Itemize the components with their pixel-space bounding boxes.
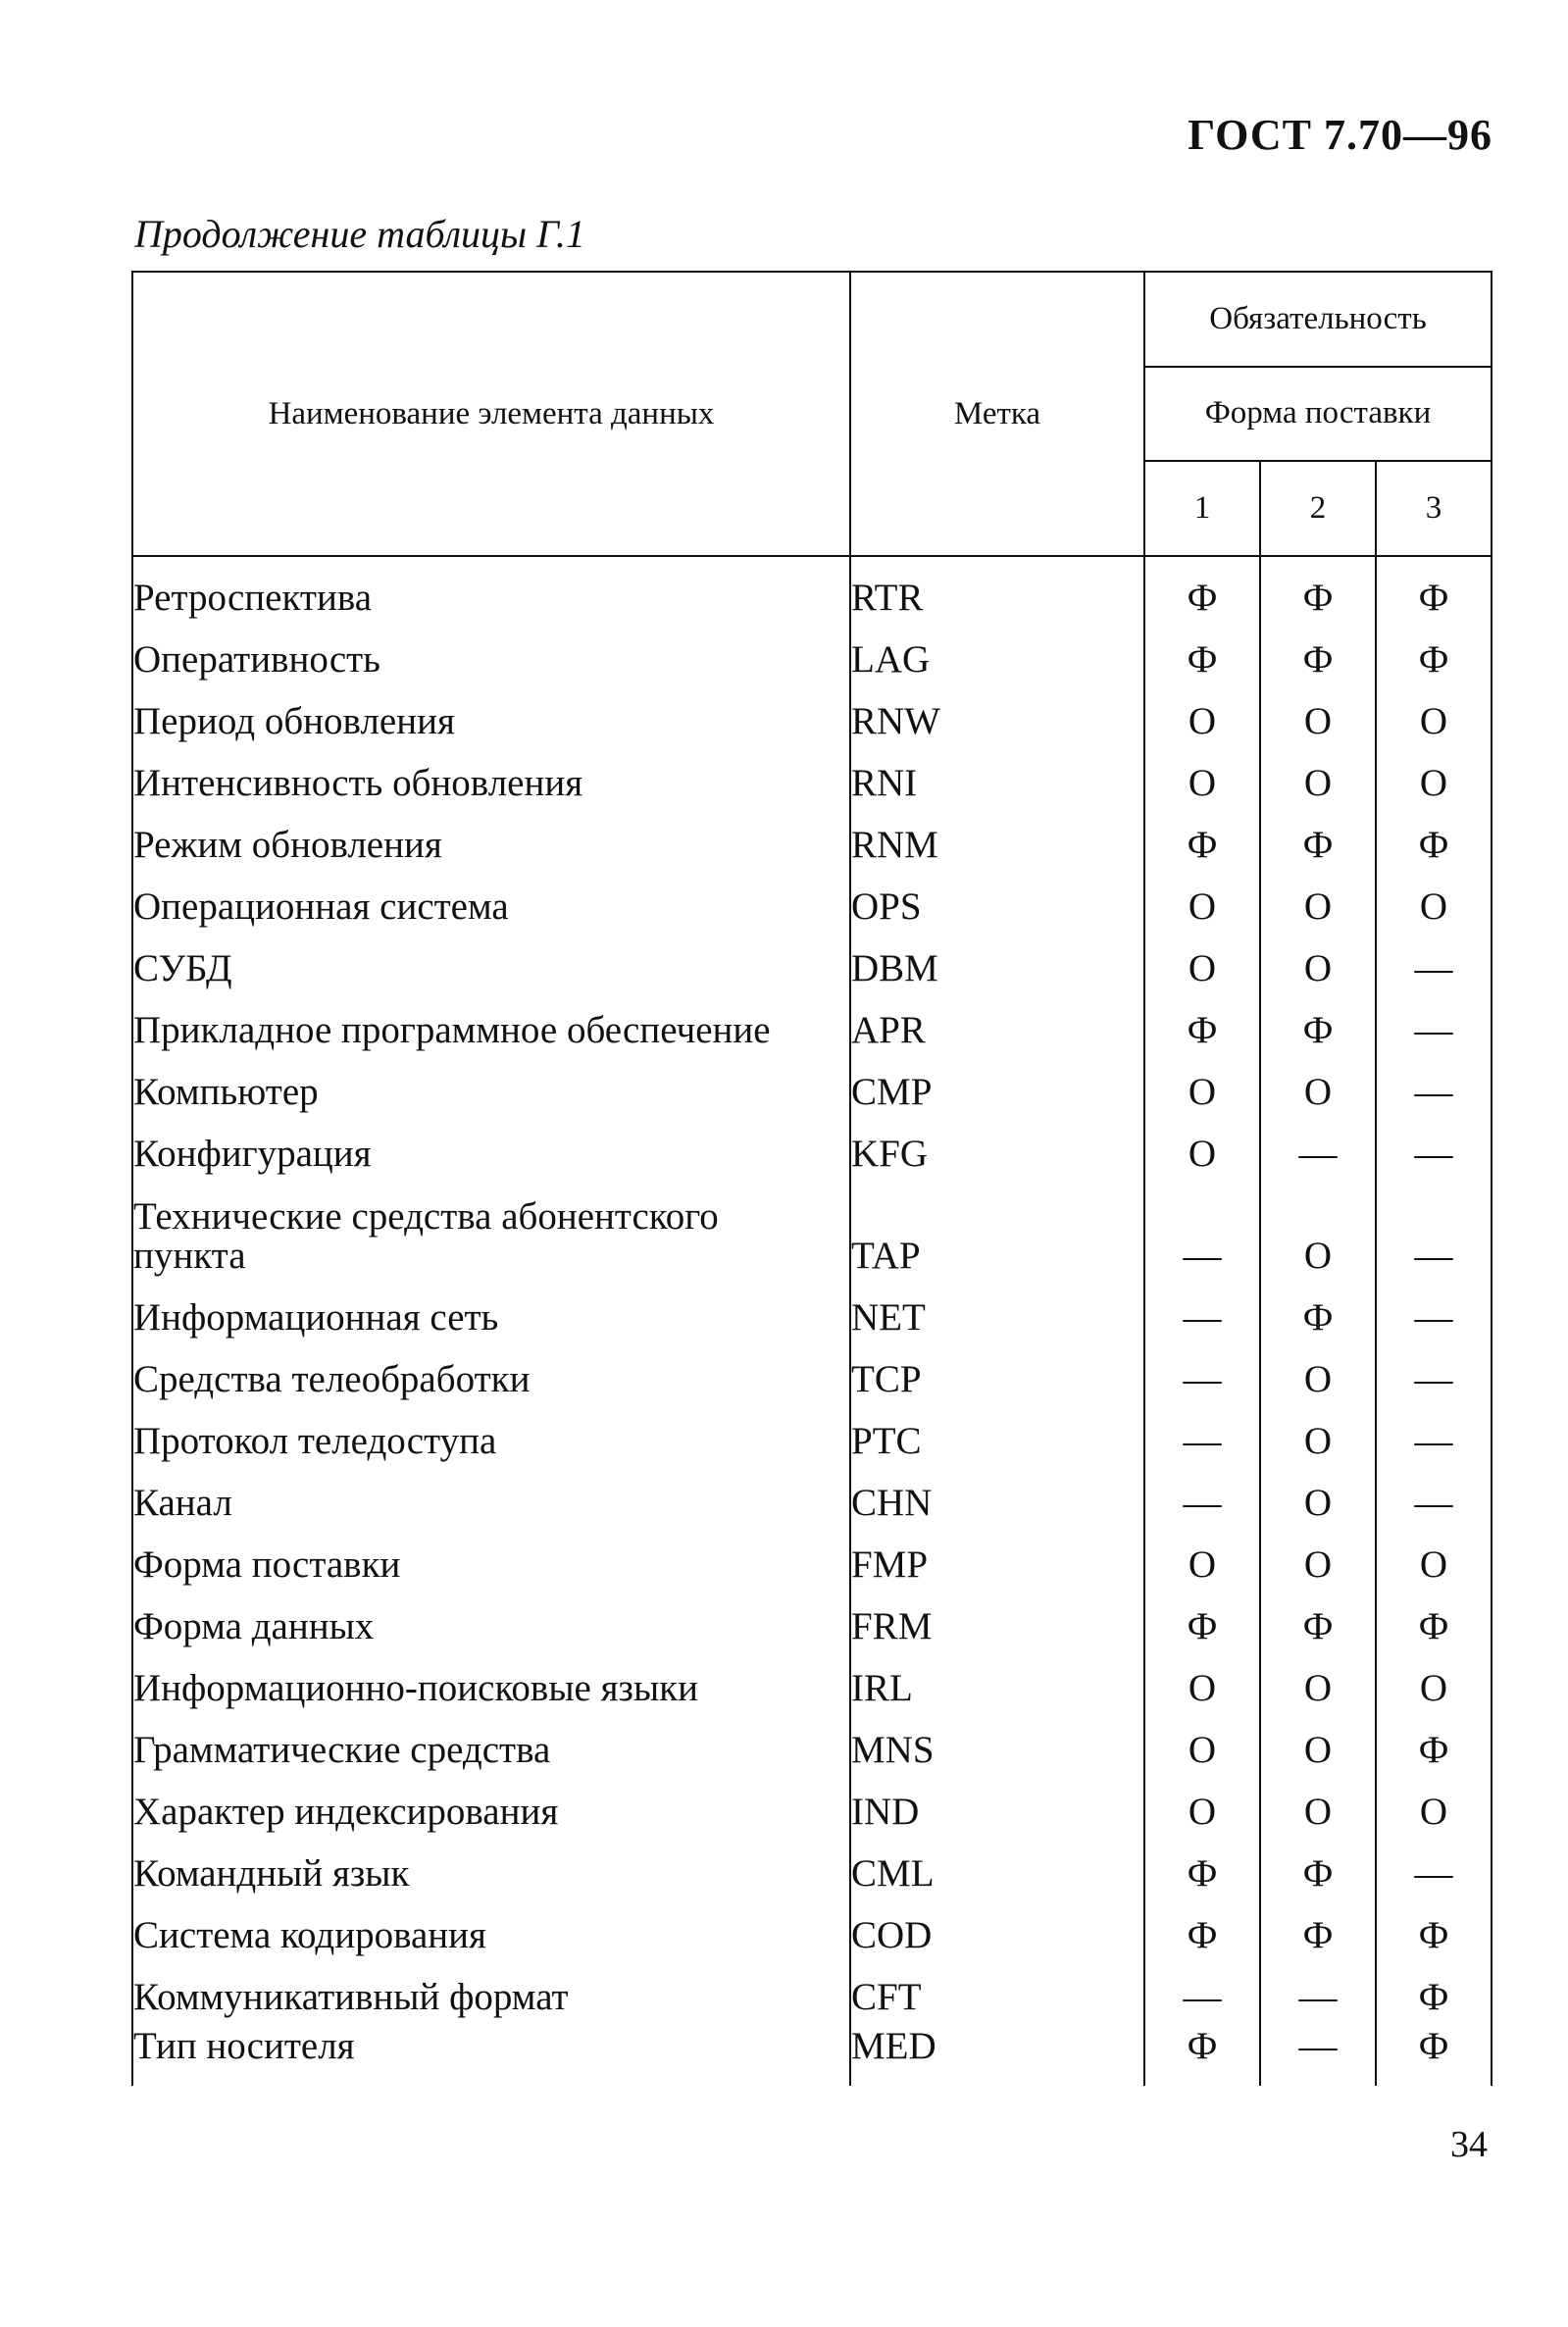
cell-label: CFT — [850, 1955, 1144, 2017]
cell-label: FMP — [850, 1523, 1144, 1585]
cell-element-name: Протокол теледоступа — [132, 1399, 850, 1461]
cell-form-2-value: О — [1260, 1399, 1376, 1461]
cell-element-name: Канал — [132, 1461, 850, 1523]
cell-label: IRL — [850, 1646, 1144, 1708]
cell-label: COD — [850, 1894, 1144, 1955]
table-row — [132, 1174, 1492, 1276]
cell-label: RNI — [850, 741, 1144, 803]
cell-element-name-line-2: пункта — [133, 1235, 246, 1277]
cell-form-2-value: Ф — [1260, 988, 1376, 1050]
cell-form-2-value: Ф — [1260, 556, 1376, 618]
cell-element-name: Характер индексирования — [132, 1770, 850, 1832]
cell-form-3-value: — — [1376, 1461, 1492, 1523]
cell-form-3-value: — — [1376, 1050, 1492, 1112]
cell-form-3-value: Ф — [1376, 1708, 1492, 1770]
table-row — [132, 556, 1492, 618]
cell-form-1-value: О — [1144, 1112, 1260, 1174]
cell-element-name: Тип носителя — [132, 2017, 850, 2086]
cell-element-name: Период обновления — [132, 680, 850, 741]
table-row — [132, 680, 1492, 741]
cell-form-2-value: О — [1260, 1174, 1376, 1276]
cell-label: TCP — [850, 1338, 1144, 1399]
cell-element-name: Форма данных — [132, 1585, 850, 1646]
column-header-name: Наименование элемента данных — [132, 272, 850, 556]
cell-form-2-value: О — [1260, 1050, 1376, 1112]
column-header-label: Метка — [850, 272, 1144, 556]
cell-label: MED — [850, 2017, 1144, 2086]
cell-label: IND — [850, 1770, 1144, 1832]
cell-element-name: Грамматические средства — [132, 1708, 850, 1770]
column-header-delivery-form: Форма поставки — [1144, 367, 1492, 462]
cell-form-3-value: О — [1376, 680, 1492, 741]
table-row — [132, 1955, 1492, 2017]
cell-form-2-value: Ф — [1260, 1276, 1376, 1338]
cell-element-name: Конфигурация — [132, 1112, 850, 1174]
table-row — [132, 1338, 1492, 1399]
column-header-mandatory: Обязательность — [1144, 272, 1492, 367]
table-row — [132, 1276, 1492, 1338]
cell-form-2-value: Ф — [1260, 803, 1376, 865]
table-row — [132, 1646, 1492, 1708]
cell-form-3-value: — — [1376, 1338, 1492, 1399]
cell-form-1-value: Ф — [1144, 618, 1260, 680]
cell-form-1-value: — — [1144, 1461, 1260, 1523]
cell-form-2-value: О — [1260, 865, 1376, 927]
cell-form-2-value: О — [1260, 1523, 1376, 1585]
cell-form-1-value: — — [1144, 1174, 1260, 1276]
cell-label: RNW — [850, 680, 1144, 741]
table-row — [132, 741, 1492, 803]
table-row — [132, 618, 1492, 680]
column-header-form-2: 2 — [1260, 461, 1376, 556]
cell-label: OPS — [850, 865, 1144, 927]
cell-label: RNM — [850, 803, 1144, 865]
cell-form-2-value: О — [1260, 1646, 1376, 1708]
cell-element-name: Режим обновления — [132, 803, 850, 865]
cell-label: NET — [850, 1276, 1144, 1338]
cell-form-1-value: Ф — [1144, 1832, 1260, 1894]
table-row — [132, 1523, 1492, 1585]
cell-label: LAG — [850, 618, 1144, 680]
cell-form-1-value: Ф — [1144, 556, 1260, 618]
cell-form-1-value: Ф — [1144, 803, 1260, 865]
cell-form-3-value: О — [1376, 1523, 1492, 1585]
cell-form-1-value: — — [1144, 1276, 1260, 1338]
cell-form-3-value: Ф — [1376, 803, 1492, 865]
cell-element-name: Ретроспектива — [132, 556, 850, 618]
cell-element-name: Коммуникативный формат — [132, 1955, 850, 2017]
cell-form-1-value: О — [1144, 1646, 1260, 1708]
cell-element-name-line-1: Технические средства абонентского — [133, 1195, 719, 1238]
cell-form-3-value: Ф — [1376, 556, 1492, 618]
cell-element-name: Форма поставки — [132, 1523, 850, 1585]
cell-form-1-value: О — [1144, 1708, 1260, 1770]
cell-form-3-value: — — [1376, 1174, 1492, 1276]
table-row — [132, 1050, 1492, 1112]
cell-label: CHN — [850, 1461, 1144, 1523]
cell-form-2-value: О — [1260, 1708, 1376, 1770]
cell-form-2-value: О — [1260, 1338, 1376, 1399]
table-row — [132, 1832, 1492, 1894]
cell-form-3-value: — — [1376, 1399, 1492, 1461]
cell-form-2-value: Ф — [1260, 618, 1376, 680]
cell-label: FRM — [850, 1585, 1144, 1646]
cell-form-1-value: О — [1144, 741, 1260, 803]
table-row — [132, 865, 1492, 927]
cell-form-1-value: — — [1144, 1399, 1260, 1461]
column-header-form-3: 3 — [1376, 461, 1492, 556]
cell-label: TAP — [850, 1174, 1144, 1276]
cell-form-2-value: О — [1260, 1461, 1376, 1523]
table-row — [132, 1399, 1492, 1461]
document-code: ГОСТ 7.70—96 — [1188, 111, 1492, 159]
page-number: 34 — [1450, 2124, 1488, 2165]
cell-label: DBM — [850, 927, 1144, 988]
column-header-form-1: 1 — [1144, 461, 1260, 556]
cell-form-2-value: — — [1260, 1112, 1376, 1174]
table-row — [132, 988, 1492, 1050]
cell-form-2-value: О — [1260, 1770, 1376, 1832]
cell-form-3-value: — — [1376, 1276, 1492, 1338]
cell-label: CML — [850, 1832, 1144, 1894]
cell-element-name — [132, 1174, 850, 1276]
cell-element-name: Информационная сеть — [132, 1276, 850, 1338]
table-row — [132, 927, 1492, 988]
cell-form-1-value: Ф — [1144, 1894, 1260, 1955]
cell-label: KFG — [850, 1112, 1144, 1174]
table-row — [132, 2017, 1492, 2086]
cell-form-3-value: Ф — [1376, 1955, 1492, 2017]
table-row — [132, 1708, 1492, 1770]
data-elements-table — [131, 271, 1492, 2086]
cell-form-3-value: — — [1376, 1112, 1492, 1174]
cell-element-name: Интенсивность обновления — [132, 741, 850, 803]
cell-form-1-value: О — [1144, 1770, 1260, 1832]
cell-form-3-value: Ф — [1376, 2017, 1492, 2086]
cell-form-2-value: — — [1260, 1955, 1376, 2017]
cell-form-3-value: Ф — [1376, 618, 1492, 680]
cell-form-3-value: — — [1376, 988, 1492, 1050]
cell-form-1-value: О — [1144, 680, 1260, 741]
table-caption: Продолжение таблицы Г.1 — [134, 212, 585, 256]
cell-form-3-value: О — [1376, 741, 1492, 803]
cell-form-3-value: О — [1376, 1770, 1492, 1832]
cell-form-2-value: Ф — [1260, 1832, 1376, 1894]
cell-form-1-value: О — [1144, 1523, 1260, 1585]
cell-element-name: Оперативность — [132, 618, 850, 680]
cell-form-3-value: — — [1376, 927, 1492, 988]
cell-form-1-value: О — [1144, 865, 1260, 927]
cell-element-name: СУБД — [132, 927, 850, 988]
table-row — [132, 803, 1492, 865]
table-body — [132, 556, 1492, 2086]
cell-form-1-value: Ф — [1144, 2017, 1260, 2086]
cell-label: PTC — [850, 1399, 1144, 1461]
cell-form-1-value: О — [1144, 1050, 1260, 1112]
cell-element-name: Компьютер — [132, 1050, 850, 1112]
cell-form-2-value: О — [1260, 741, 1376, 803]
cell-form-3-value: Ф — [1376, 1585, 1492, 1646]
cell-label: RTR — [850, 556, 1144, 618]
cell-form-3-value: О — [1376, 865, 1492, 927]
cell-form-3-value: — — [1376, 1832, 1492, 1894]
table-row — [132, 1112, 1492, 1174]
cell-form-2-value: Ф — [1260, 1585, 1376, 1646]
cell-form-2-value: О — [1260, 680, 1376, 741]
cell-label: APR — [850, 988, 1144, 1050]
cell-element-name: Прикладное программное обеспечение — [132, 988, 850, 1050]
table-row — [132, 1770, 1492, 1832]
cell-label: MNS — [850, 1708, 1144, 1770]
cell-form-1-value: — — [1144, 1955, 1260, 2017]
cell-form-1-value: Ф — [1144, 988, 1260, 1050]
cell-label: CMP — [850, 1050, 1144, 1112]
table-row — [132, 1894, 1492, 1955]
cell-form-3-value: О — [1376, 1646, 1492, 1708]
cell-element-name: Система кодирования — [132, 1894, 850, 1955]
cell-form-2-value: Ф — [1260, 1894, 1376, 1955]
cell-form-3-value: Ф — [1376, 1894, 1492, 1955]
cell-form-1-value: О — [1144, 927, 1260, 988]
table-row — [132, 1461, 1492, 1523]
table-row — [132, 1585, 1492, 1646]
cell-form-2-value: О — [1260, 927, 1376, 988]
cell-element-name: Информационно-поисковые языки — [132, 1646, 850, 1708]
cell-element-name: Командный язык — [132, 1832, 850, 1894]
cell-form-2-value: — — [1260, 2017, 1376, 2086]
cell-form-1-value: — — [1144, 1338, 1260, 1399]
cell-form-1-value: Ф — [1144, 1585, 1260, 1646]
cell-element-name: Операционная система — [132, 865, 850, 927]
cell-element-name: Средства телеобработки — [132, 1338, 850, 1399]
